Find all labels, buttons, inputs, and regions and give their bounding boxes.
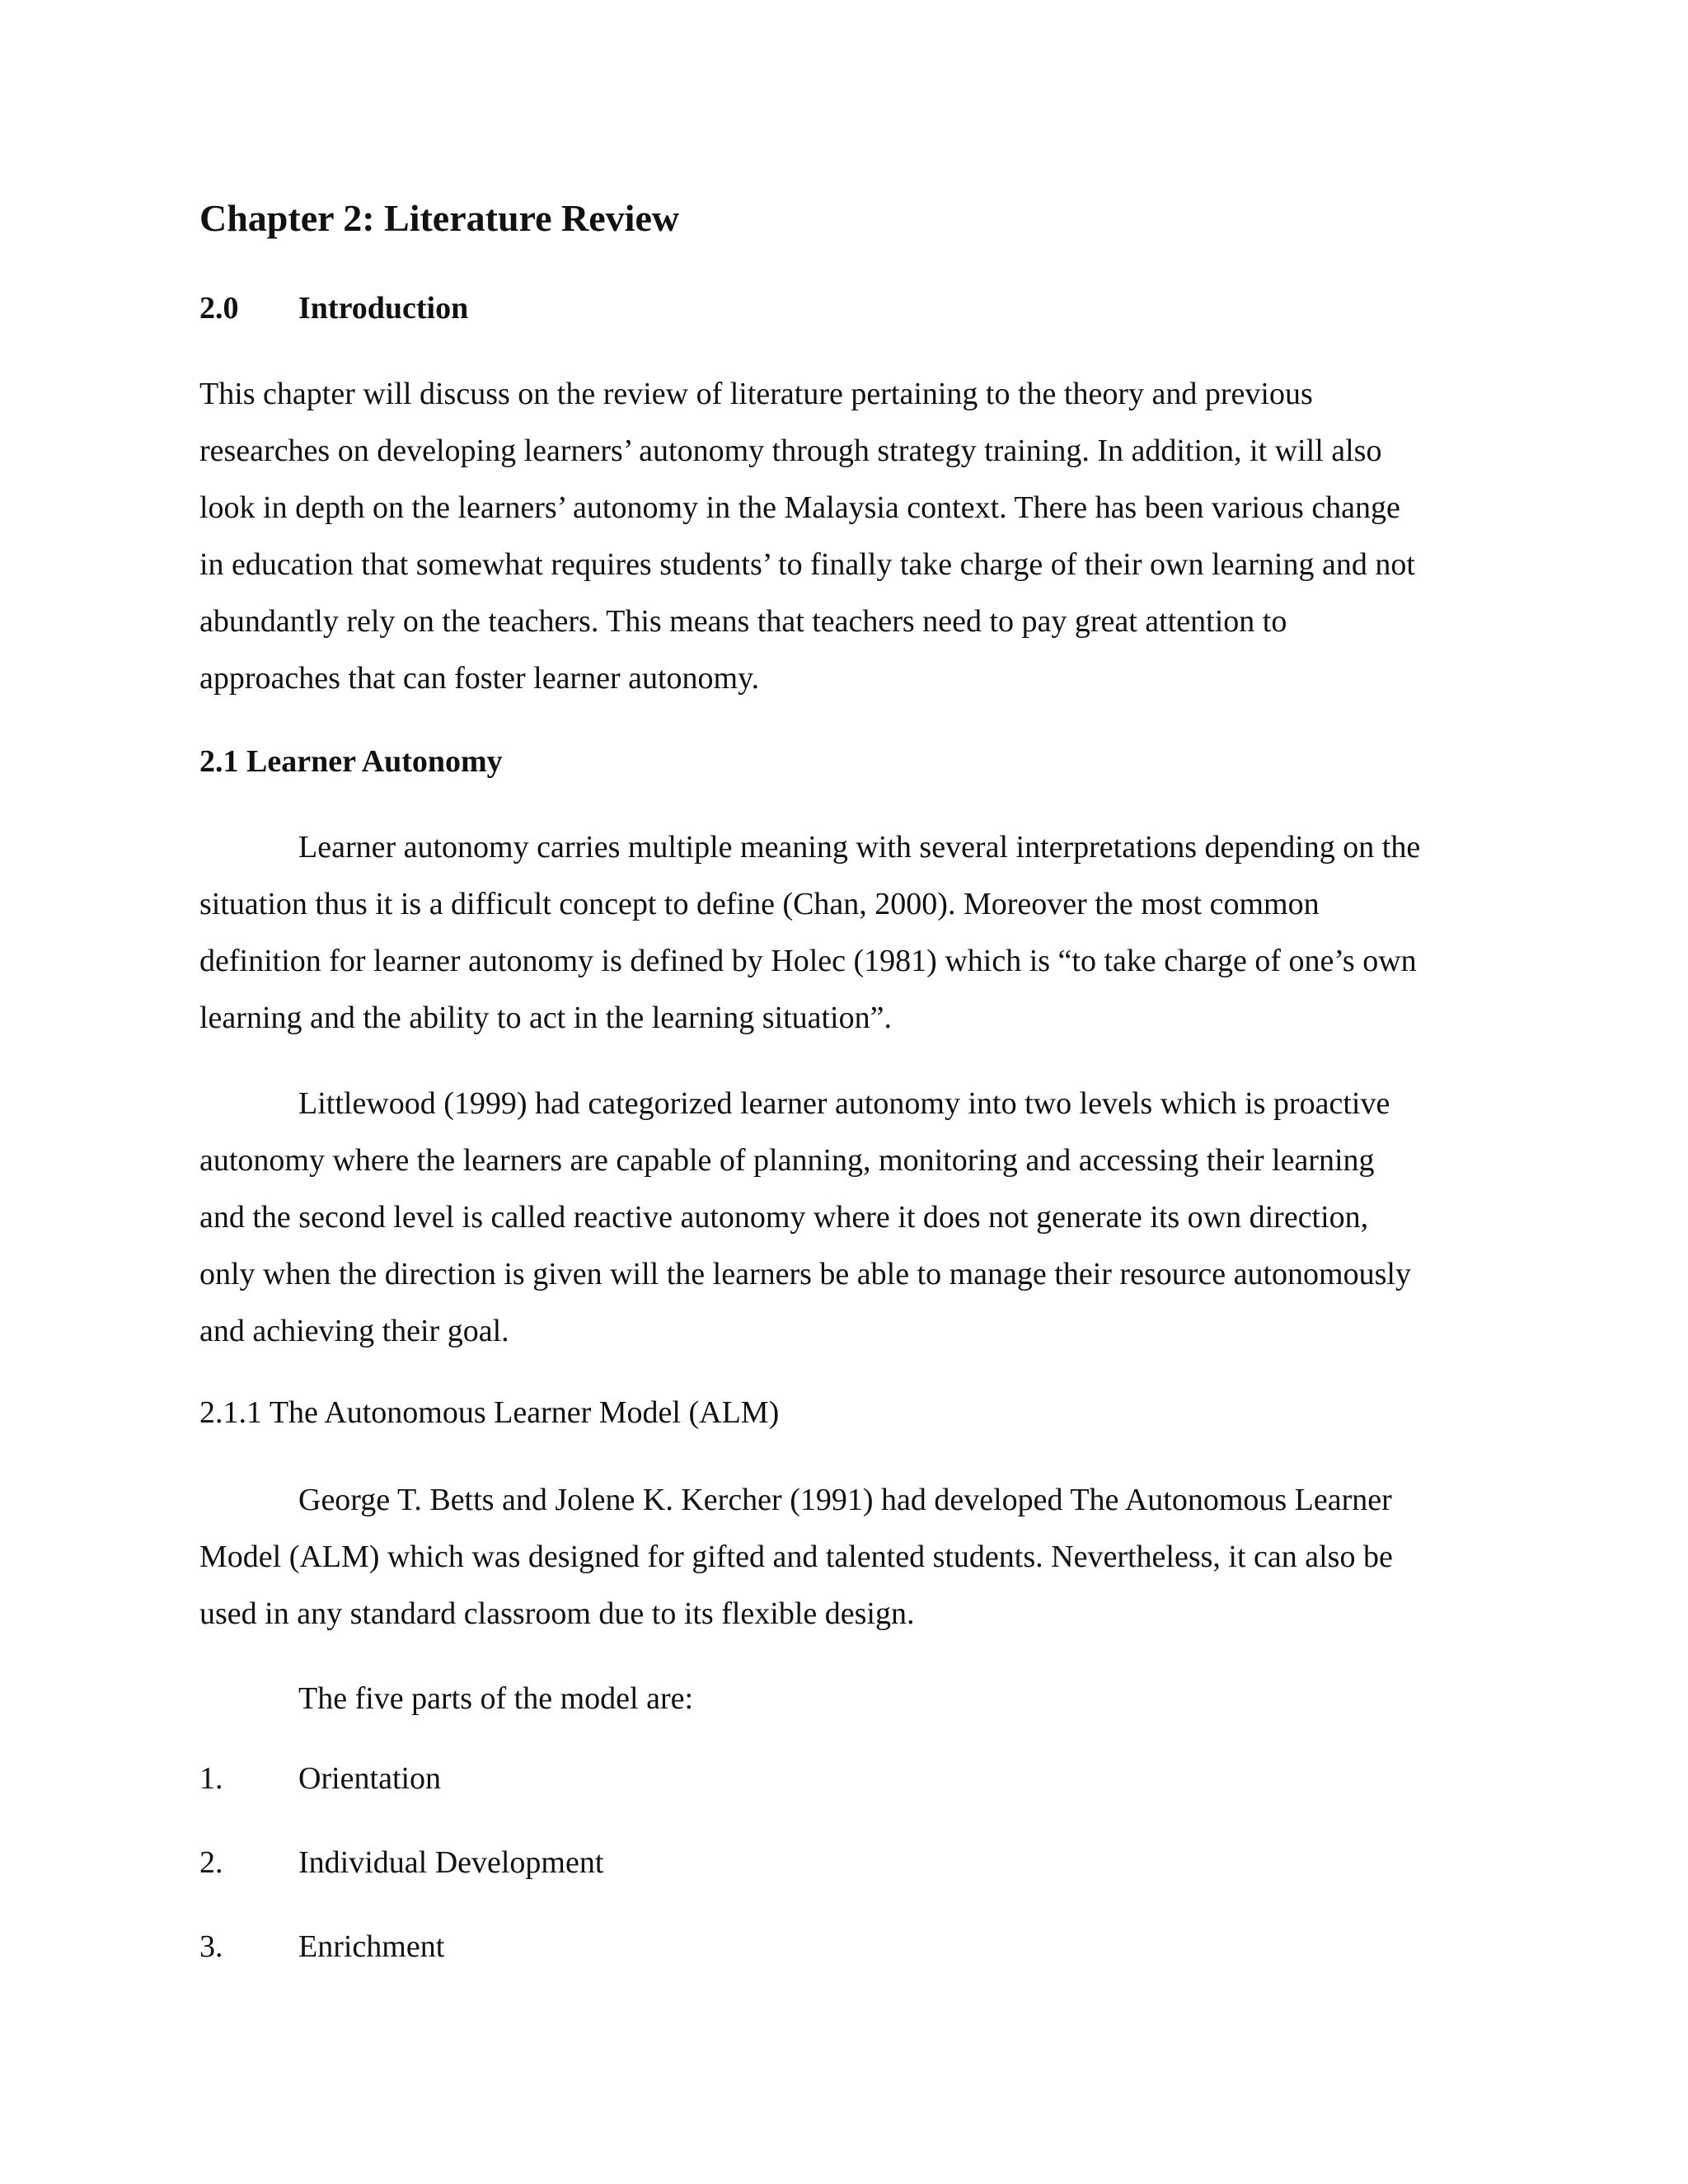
list-item-number: 1.	[199, 1761, 223, 1796]
intro-paragraph	[199, 366, 1518, 707]
text-line: learning and the ability to act in the learning situation”.	[199, 1001, 892, 1035]
section-heading-introduction	[199, 290, 468, 326]
text-line: situation thus it is a difficult concept to define (Chan, 2000). Moreover the most common	[199, 887, 1320, 921]
text-line: and the second level is called reactive autonomy where it does not generate its own direction,	[199, 1200, 1369, 1235]
text-line: in education that somewhat requires students’ to finally take charge of their own learning and not	[199, 547, 1415, 582]
list-item	[199, 1844, 603, 1881]
text-line: approaches that can foster learner autonomy.	[199, 661, 760, 696]
text-line: look in depth on the learners’ autonomy in the Malaysia context. There has been various change	[199, 490, 1400, 525]
text-line: only when the direction is given will the learners be able to manage their resource autonomously	[199, 1257, 1411, 1291]
list-item	[199, 1760, 441, 1797]
alm-paragraph	[199, 1472, 1518, 1643]
section-heading-learner-autonomy: 2.1 Learner Autonomy	[199, 744, 503, 779]
chapter-title: Chapter 2: Literature Review	[199, 197, 680, 239]
list-intro	[199, 1671, 1518, 1727]
section-number: 2.0	[199, 291, 239, 326]
list-item-label: Orientation	[298, 1761, 442, 1796]
subsection-heading-alm: 2.1.1 The Autonomous Learner Model (ALM)	[199, 1395, 780, 1430]
list-item	[199, 1929, 444, 1965]
list-item-number: 3.	[199, 1929, 223, 1964]
text-line: abundantly rely on the teachers. This means that teachers need to pay great attention to	[199, 604, 1287, 639]
text-line: definition for learner autonomy is defined by Holec (1981) which is “to take charge of one’s own	[199, 944, 1417, 978]
list-item-label: Enrichment	[298, 1929, 445, 1964]
autonomy-paragraph-2	[199, 1076, 1518, 1360]
text-line: The five parts of the model are:	[298, 1681, 694, 1716]
text-line: Littlewood (1999) had categorized learner autonomy into two levels which is proactive	[298, 1086, 1390, 1121]
section-title: Introduction	[298, 291, 469, 326]
list-item-number: 2.	[199, 1845, 223, 1880]
text-line: autonomy where the learners are capable of planning, monitoring and accessing their learning	[199, 1143, 1375, 1178]
text-line: Learner autonomy carries multiple meaning with several interpretations depending on the	[298, 830, 1421, 865]
list-item-label: Individual Development	[298, 1845, 604, 1880]
text-line: Model (ALM) which was designed for gifted and talented students. Nevertheless, it can also be	[199, 1540, 1393, 1574]
text-line: George T. Betts and Jolene K. Kercher (1991) had developed The Autonomous Learner	[298, 1483, 1392, 1517]
autonomy-paragraph-1	[199, 819, 1518, 1047]
text-line: researches on developing learners’ autonomy through strategy training. In addition, it will also	[199, 434, 1382, 468]
text-line: used in any standard classroom due to its flexible design.	[199, 1596, 915, 1631]
text-line: This chapter will discuss on the review of literature pertaining to the theory and previous	[199, 377, 1313, 411]
text-line: and achieving their goal.	[199, 1314, 509, 1348]
